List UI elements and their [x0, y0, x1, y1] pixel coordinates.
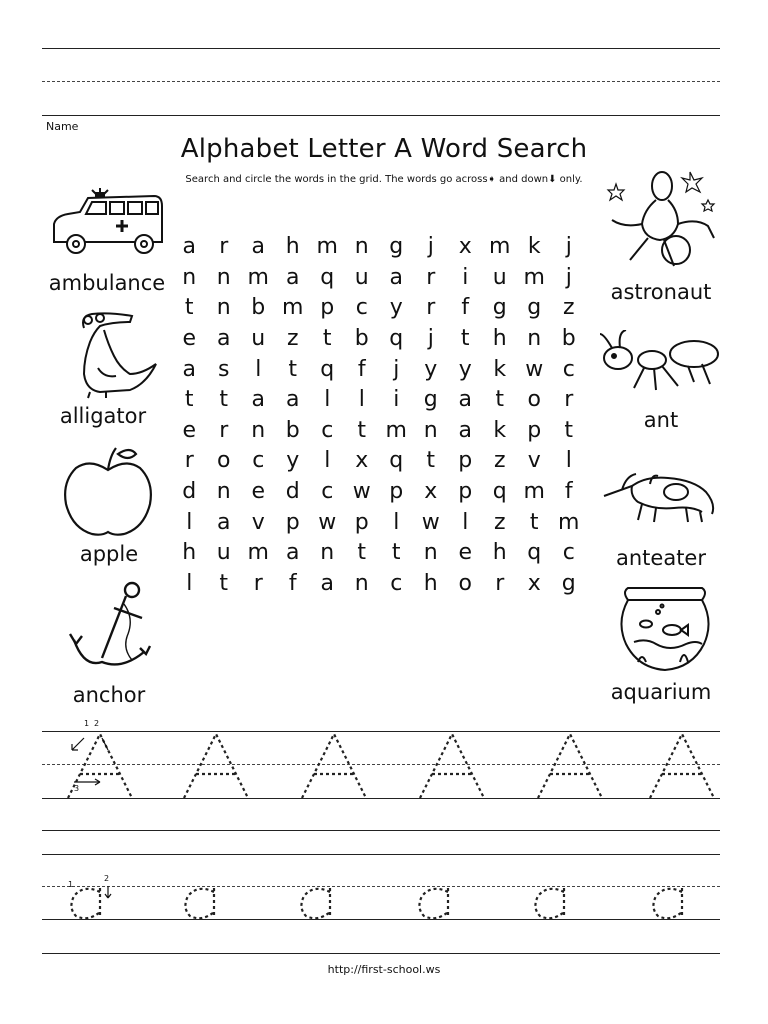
grid-letter: j: [427, 326, 434, 352]
word-ant: ant: [643, 408, 679, 432]
grid-letter: q: [389, 448, 404, 474]
grid-letter: l: [393, 509, 400, 535]
grid-letter: a: [217, 326, 231, 352]
grid-letter: p: [320, 295, 335, 321]
grid-letter: c: [562, 356, 575, 382]
grid-letter: n: [423, 540, 438, 566]
grid-letter: t: [529, 509, 539, 535]
grid-letter: q: [320, 356, 335, 382]
grid-letter: t: [357, 540, 367, 566]
grid-letter: l: [358, 387, 365, 413]
grid-letter: g: [527, 295, 542, 321]
grid-letter: m: [316, 234, 338, 260]
grid-letter: j: [393, 356, 400, 382]
grid-letter: m: [523, 479, 545, 505]
grid-letter: m: [558, 509, 580, 535]
grid-letter: j: [565, 264, 572, 290]
blank-line-1: [42, 830, 720, 831]
grid-letter: r: [253, 570, 263, 596]
grid-letter: h: [423, 570, 438, 596]
grid-letter: e: [458, 540, 473, 566]
grid-letter: z: [493, 509, 506, 535]
grid-row: [172, 569, 586, 600]
grid-letter: w: [318, 509, 337, 535]
grid-letter: q: [320, 264, 335, 290]
grid-letter: t: [219, 570, 229, 596]
grid-letter: r: [184, 448, 194, 474]
grid-letter: a: [286, 387, 300, 413]
grid-letter: r: [426, 264, 436, 290]
grid-letter: y: [389, 295, 403, 321]
grid-row: [172, 263, 586, 294]
ambulance-icon: [44, 186, 170, 258]
word-anchor: anchor: [72, 683, 146, 707]
grid-letter: n: [423, 417, 438, 443]
grid-row: [172, 232, 586, 263]
grid-letter: p: [389, 479, 404, 505]
grid-letter: h: [182, 540, 197, 566]
grid-letter: i: [462, 264, 469, 290]
grid-letter: m: [523, 264, 545, 290]
grid-letter: u: [251, 326, 266, 352]
grid-letter: w: [352, 479, 371, 505]
grid-letter: j: [427, 234, 434, 260]
grid-letter: g: [389, 234, 404, 260]
lower-stroke-number-2: 2: [104, 874, 110, 883]
grid-letter: t: [495, 387, 505, 413]
grid-letter: n: [251, 417, 266, 443]
anteater-icon: [602, 466, 720, 526]
grid-letter: j: [565, 234, 572, 260]
grid-letter: n: [527, 326, 542, 352]
grid-letter: o: [458, 570, 472, 596]
grid-letter: y: [286, 448, 300, 474]
grid-letter: w: [525, 356, 544, 382]
grid-letter: x: [527, 570, 541, 596]
grid-letter: a: [458, 387, 472, 413]
grid-letter: e: [182, 417, 197, 443]
stroke-number-3: 3: [74, 784, 80, 793]
blank-line-2: [42, 854, 720, 855]
name-line-bottom: [42, 115, 720, 116]
grid-letter: p: [458, 479, 473, 505]
grid-letter: k: [493, 417, 507, 443]
footer-url: http://first-school.ws: [327, 963, 441, 976]
word-alligator: alligator: [59, 404, 147, 428]
grid-letter: m: [385, 417, 407, 443]
grid-letter: c: [321, 479, 334, 505]
grid-letter: x: [355, 448, 369, 474]
grid-letter: g: [561, 570, 576, 596]
grid-letter: y: [424, 356, 438, 382]
grid-letter: w: [421, 509, 440, 535]
grid-letter: l: [186, 570, 193, 596]
grid-letter: a: [389, 264, 403, 290]
grid-row: [172, 385, 586, 416]
trace-uppercase-letters: [40, 728, 720, 802]
grid-letter: z: [286, 326, 299, 352]
grid-letter: c: [321, 417, 334, 443]
grid-letter: t: [460, 326, 470, 352]
name-label: Name: [46, 120, 79, 133]
grid-letter: p: [354, 509, 369, 535]
grid-letter: r: [564, 387, 574, 413]
grid-letter: a: [286, 540, 300, 566]
grid-letter: s: [218, 356, 230, 382]
grid-letter: x: [424, 479, 438, 505]
grid-row: [172, 507, 586, 538]
grid-letter: a: [182, 356, 196, 382]
grid-letter: h: [492, 326, 507, 352]
grid-letter: g: [423, 387, 438, 413]
name-line-middle: [42, 81, 720, 82]
grid-row: [172, 354, 586, 385]
grid-letter: u: [216, 540, 231, 566]
grid-letter: a: [458, 417, 472, 443]
grid-letter: p: [285, 509, 300, 535]
stroke-number-2: 2: [94, 719, 100, 728]
grid-letter: q: [492, 479, 507, 505]
grid-letter: b: [561, 326, 576, 352]
grid-letter: m: [247, 540, 269, 566]
aquarium-icon: [616, 582, 714, 674]
grid-letter: f: [357, 356, 366, 382]
grid-row: [172, 293, 586, 324]
grid-letter: l: [324, 387, 331, 413]
grid-letter: q: [527, 540, 542, 566]
grid-letter: b: [354, 326, 369, 352]
grid-letter: m: [247, 264, 269, 290]
grid-letter: t: [219, 387, 229, 413]
grid-letter: d: [182, 479, 197, 505]
grid-letter: e: [182, 326, 197, 352]
grid-letter: d: [285, 479, 300, 505]
grid-letter: h: [492, 540, 507, 566]
grid-letter: m: [489, 234, 511, 260]
grid-letter: h: [285, 234, 300, 260]
grid-letter: t: [426, 448, 436, 474]
grid-letter: f: [288, 570, 297, 596]
grid-letter: l: [462, 509, 469, 535]
grid-letter: t: [391, 540, 401, 566]
grid-letter: v: [251, 509, 265, 535]
bottom-line: [42, 953, 720, 954]
grid-letter: u: [354, 264, 369, 290]
grid-letter: n: [320, 540, 335, 566]
lower-stroke-number-1: 1: [68, 880, 74, 889]
grid-letter: v: [527, 448, 541, 474]
grid-letter: t: [564, 417, 574, 443]
ant-icon: [598, 330, 722, 394]
word-ambulance: ambulance: [48, 271, 166, 295]
page-title: Alphabet Letter A Word Search: [180, 134, 588, 164]
grid-letter: r: [219, 234, 229, 260]
grid-letter: l: [324, 448, 331, 474]
grid-letter: a: [251, 234, 265, 260]
grid-letter: p: [527, 417, 542, 443]
grid-letter: y: [458, 356, 472, 382]
anchor-icon: [62, 578, 158, 680]
word-search-grid: [172, 232, 586, 599]
grid-letter: c: [562, 540, 575, 566]
grid-letter: l: [255, 356, 262, 382]
grid-letter: o: [217, 448, 231, 474]
grid-letter: l: [186, 509, 193, 535]
grid-letter: r: [426, 295, 436, 321]
grid-letter: g: [492, 295, 507, 321]
grid-letter: q: [389, 326, 404, 352]
grid-letter: a: [217, 509, 231, 535]
grid-letter: t: [357, 417, 367, 443]
stroke-number-1: 1: [84, 719, 90, 728]
grid-letter: b: [251, 295, 266, 321]
grid-letter: o: [527, 387, 541, 413]
grid-letter: i: [393, 387, 400, 413]
alligator-icon: [60, 308, 160, 400]
word-aquarium: aquarium: [610, 680, 712, 704]
grid-letter: n: [354, 570, 369, 596]
grid-letter: n: [216, 264, 231, 290]
instructions: Search and circle the words in the grid. The words go across➧ and down⬇ only.: [185, 174, 583, 185]
name-line-top: [42, 48, 720, 49]
grid-letter: t: [288, 356, 298, 382]
grid-letter: l: [565, 448, 572, 474]
grid-letter: a: [286, 264, 300, 290]
grid-letter: t: [184, 387, 194, 413]
grid-letter: u: [492, 264, 507, 290]
grid-row: [172, 477, 586, 508]
grid-letter: n: [216, 295, 231, 321]
grid-letter: c: [390, 570, 403, 596]
grid-letter: x: [458, 234, 472, 260]
word-astronaut: astronaut: [610, 280, 712, 304]
grid-letter: p: [458, 448, 473, 474]
grid-letter: t: [322, 326, 332, 352]
grid-letter: a: [251, 387, 265, 413]
grid-row: [172, 446, 586, 477]
grid-letter: r: [219, 417, 229, 443]
grid-letter: e: [251, 479, 266, 505]
word-anteater: anteater: [616, 546, 706, 570]
grid-letter: z: [562, 295, 575, 321]
word-apple: apple: [79, 542, 139, 566]
grid-letter: n: [182, 264, 197, 290]
grid-letter: c: [355, 295, 368, 321]
grid-row: [172, 538, 586, 569]
grid-letter: n: [216, 479, 231, 505]
grid-letter: m: [282, 295, 304, 321]
grid-letter: a: [182, 234, 196, 260]
grid-letter: k: [527, 234, 541, 260]
grid-row: [172, 324, 586, 355]
astronaut-icon: [604, 166, 720, 274]
grid-letter: c: [252, 448, 265, 474]
grid-letter: k: [493, 356, 507, 382]
grid-letter: n: [354, 234, 369, 260]
grid-letter: z: [493, 448, 506, 474]
trace-lowercase-letters: [40, 880, 720, 922]
grid-letter: b: [285, 417, 300, 443]
grid-letter: f: [461, 295, 470, 321]
apple-icon: [60, 442, 156, 540]
grid-letter: t: [184, 295, 194, 321]
grid-letter: f: [564, 479, 573, 505]
grid-row: [172, 416, 586, 447]
grid-letter: a: [320, 570, 334, 596]
grid-letter: r: [495, 570, 505, 596]
